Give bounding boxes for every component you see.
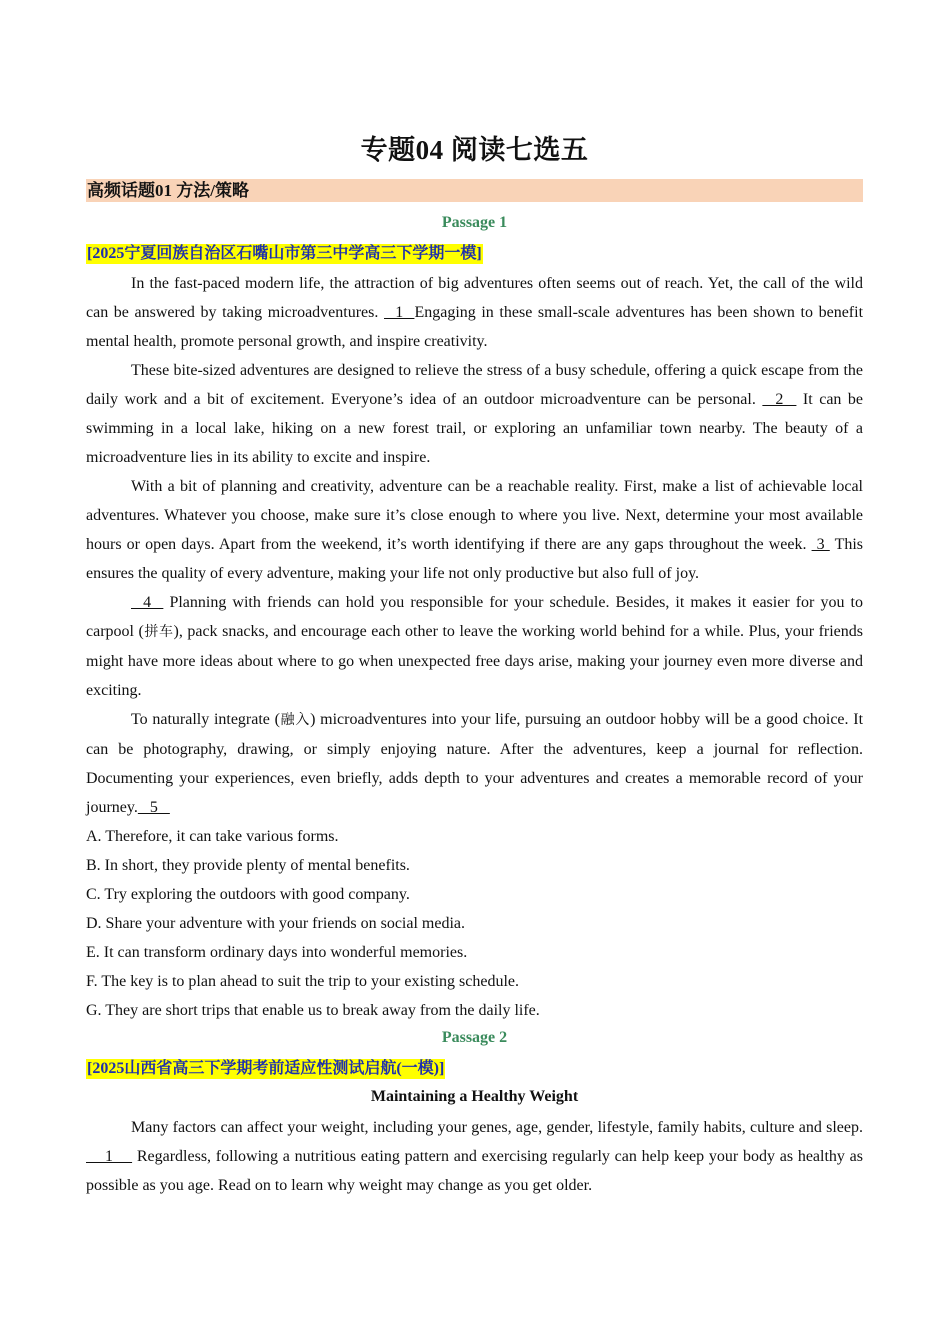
option-g: G. They are short trips that enable us to break away from the daily life.	[86, 1002, 540, 1019]
passage-2-source: [2025山西省高三下学期考前适应性测试启航(一模)]	[87, 1060, 445, 1077]
blank-4: 4	[131, 594, 164, 611]
topic-heading: 高频话题01 方法/策略	[86, 179, 863, 202]
paragraph-1	[86, 1113, 863, 1200]
paragraph-text: ), pack snacks, and encourage each other to leave the working world behind for a while. Plus, your friends might have more ideas about where to go when unexpected free days arise, making your journey even more diverse and exciting.	[86, 623, 864, 699]
paragraph-text: Many factors can affect your weight, including your genes, age, gender, lifestyle, family habits, culture and sleep.	[131, 1119, 863, 1136]
option-a: A. Therefore, it can take various forms.	[86, 828, 339, 845]
options-list	[86, 822, 863, 1025]
gloss-text: 融入	[279, 712, 311, 728]
gloss-text: 拼车	[143, 624, 174, 640]
paragraph-text: In the fast-paced modern life, the attraction of big adventures often seems out of reach. Yet, the call of the wild can be answered by taking microadventures.	[86, 275, 863, 321]
paragraph-text: This ensures the quality of every adventure, making your life not only productive but also full of joy.	[86, 536, 864, 582]
paragraph-3	[86, 472, 863, 588]
option-c: C. Try exploring the outdoors with good company.	[86, 886, 410, 903]
page-title: 专题04 阅读七选五	[360, 135, 589, 165]
option-d: D. Share your adventure with your friends on social media.	[86, 915, 466, 932]
passage-1-label: Passage 1	[441, 214, 508, 231]
paragraph-text: It can be swimming in a local lake, hiking on a new forest trail, or exploring an unfamiliar town nearby. The beauty of a microadventure lies in its ability to excite and inspire.	[86, 391, 864, 466]
blank-5: 5	[137, 799, 170, 816]
paragraph-text: Planning with friends can hold you responsible for your schedule. Besides, it makes it easier for you to carpool (	[86, 594, 864, 640]
paragraph-1	[86, 269, 863, 356]
paragraph-text: To naturally integrate (	[131, 711, 280, 728]
passage-1-body	[86, 269, 863, 822]
passage-2-label: Passage 2	[441, 1029, 508, 1046]
passage-1-source: [2025宁夏回族自治区石嘴山市第三中学高三下学期一模]	[87, 245, 482, 262]
paragraph-text: Regardless, following a nutritious eating pattern and exercising regularly can help keep your body as healthy as possible as you age. Read on to learn why weight may change as you get older.	[86, 1148, 863, 1194]
passage-2-title: Maintaining a Healthy Weight	[370, 1088, 579, 1105]
paragraph-5	[86, 705, 863, 822]
blank-2: 2	[762, 391, 797, 408]
paragraph-text: With a bit of planning and creativity, adventure can be a reachable reality. First, make a list of achievable local adventures. Whatever you choose, make sure it’s close enough to where you live. Next, determine your most available hours or open days. Apart from the weekend, it’s worth identifying if there are any gaps throughout the week.	[86, 478, 863, 553]
blank-1: 1	[384, 304, 415, 321]
paragraph-text: Engaging in these small-scale adventures has been shown to benefit mental health, promote personal growth, and inspire creativity.	[86, 304, 864, 350]
blank-3: 3	[811, 536, 830, 553]
option-b: B. In short, they provide plenty of mental benefits.	[86, 857, 410, 874]
blank-1: 1	[86, 1148, 133, 1165]
option-e: E. It can transform ordinary days into wonderful memories.	[86, 944, 468, 961]
paragraph-text: These bite-sized adventures are designed to relieve the stress of a busy schedule, offering a quick escape from the daily work and a bit of excitement. Everyone’s idea of an outdoor microadventure can be personal.	[86, 362, 863, 408]
paragraph-text: ) microadventures into your life, pursuing an outdoor hobby will be a good choice. It can be photography, drawing, or simply enjoying nature. After the adventures, keep a journal for reflection. Documenting your experiences, even briefly, adds depth to your adventures and creates a memorable record of your journey.	[86, 711, 864, 816]
paragraph-4	[86, 588, 863, 705]
passage-2-body	[86, 1113, 863, 1200]
paragraph-2	[86, 356, 863, 472]
option-f: F. The key is to plan ahead to suit the trip to your existing schedule.	[86, 973, 520, 990]
